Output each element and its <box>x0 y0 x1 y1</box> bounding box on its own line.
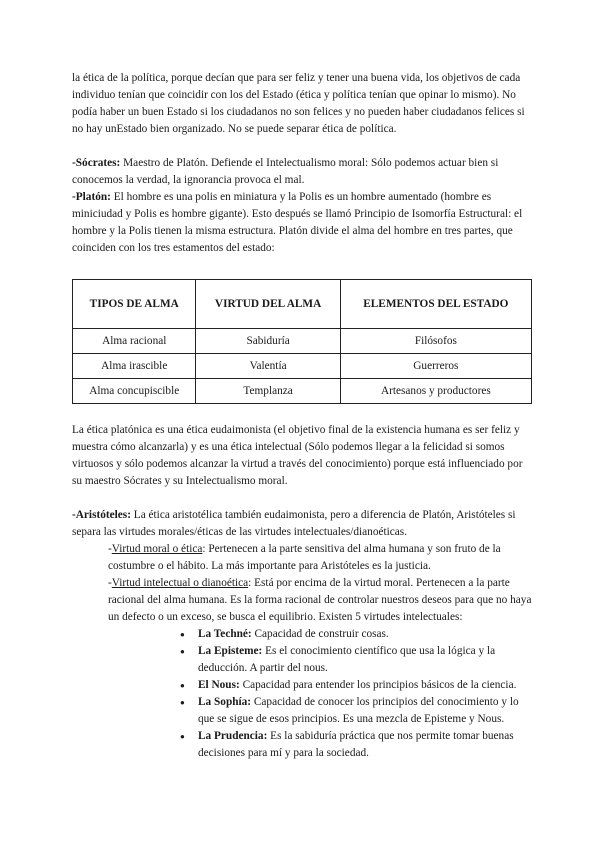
virtue-name: La Techné: <box>198 628 252 640</box>
virtud-moral-term: Virtud moral o ética <box>111 543 203 555</box>
table-cell: Alma racional <box>73 329 196 354</box>
table-cell: Templanza <box>196 379 340 404</box>
virtue-desc: Es el conocimiento científico que usa la lógica y la deducción. A partir del nous. <box>198 645 496 674</box>
virtue-desc: Capacidad para entender los principios básicos de la ciencia. <box>239 679 517 691</box>
table-header-row <box>73 280 532 329</box>
virtue-name: La Episteme: <box>198 645 263 657</box>
virtud-intelectual-prefix: - <box>108 577 112 589</box>
table-cell: Sabiduría <box>196 329 340 354</box>
eudaimonista-paragraph: La ética platónica es una ética eudaimonista (el objetivo final de la existencia humana es ser feliz y muestra cómo alcanzarla) y es una ética intelectual (Sólo podemos llegar a la felicidad si somos virtuosos y sólo podemos alcanzar la virtud a través del conocimiento) porque está influenciado por su maestro Sócrates y su Intelectualismo moral. <box>72 424 523 487</box>
socrates-label: -Sócrates: <box>72 157 121 169</box>
list-item <box>180 643 532 677</box>
platon-text: El hombre es una polis en miniatura y la Polis es un hombre aumentado (hombre es miniciudad y Polis es hombre gigante). Esto después se llamó Principio de Isomorfía Estructural: el hombre y la Polis tienen la misma estructura. Platón divide el alma del hombre en tres partes, que coinciden con los tres estamentos del estado: <box>72 191 523 254</box>
aristoteles-text: La ética aristotélica también eudaimonista, pero a diferencia de Platón, Aristóteles si separa las virtudes morales/éticas de las virtudes intelectuales/dianoéticas. <box>72 509 516 538</box>
soul-types-table <box>72 279 532 404</box>
table-cell: Artesanos y productores <box>340 379 531 404</box>
aristoteles-label: -Aristóteles: <box>72 509 131 521</box>
virtue-desc: Capacidad de construir cosas. <box>251 628 389 640</box>
virtud-intelectual-text: : Está por encima de la virtud moral. Pertenecen a la parte racional del alma humana. Es la forma racional de controlar nuestros deseos para que no haya un defecto o un exceso, se busca el equilibrio. Existen 5 virtudes intelectuales: <box>108 577 532 623</box>
table-row <box>73 354 532 379</box>
table-cell: Alma concupiscible <box>73 379 196 404</box>
virtud-moral-text: : Pertenecen a la parte sensitiva del alma humana y son fruto de la costumbre o el hábito. La más importante para Aristóteles es la justicia. <box>108 543 501 572</box>
table-row <box>73 379 532 404</box>
virtue-desc: Es la sabiduría práctica que nos permite tomar buenas decisiones para mí y para la sociedad. <box>198 730 514 759</box>
socrates-paragraph <box>72 155 532 189</box>
table-header: TIPOS DE ALMA <box>73 280 196 329</box>
virtue-name: La Sophía: <box>198 696 252 708</box>
table-cell: Filósofos <box>340 329 531 354</box>
table-header: ELEMENTOS DEL ESTADO <box>340 280 531 329</box>
list-item <box>180 728 532 762</box>
table-header: VIRTUD DEL ALMA <box>196 280 340 329</box>
virtue-desc: Capacidad de conocer los principios del conocimiento y lo que se sigue de esos principios. Es una mezcla de Episteme y Nous. <box>198 696 519 725</box>
virtue-name: La Prudencia: <box>198 730 268 742</box>
virtue-name: El Nous: <box>198 679 240 691</box>
socrates-text: Maestro de Platón. Defiende el Intelectualismo moral: Sólo podemos actuar bien si conocemos la verdad, la ignorancia provoca el mal. <box>72 157 499 186</box>
document-body <box>72 70 532 762</box>
virtud-moral-prefix: - <box>108 543 112 555</box>
virtud-moral-paragraph <box>72 541 532 575</box>
table-cell: Valentía <box>196 354 340 379</box>
list-item <box>180 694 532 728</box>
virtud-intelectual-term: Virtud intelectual o dianoética <box>111 577 249 589</box>
list-item <box>180 677 532 694</box>
platon-paragraph <box>72 189 532 257</box>
intro-paragraph: la ética de la política, porque decían que para ser feliz y tener una buena vida, los objetivos de cada individuo tenían que coincidir con los del Estado (ética y política tenían que opinar lo mismo). No podía haber un buen Estado si los ciudadanos no son felices y no pueden haber ciudadanos felices si no hay unEstado bien organizado. No se puede separar ética de política. <box>72 72 525 135</box>
table-cell: Guerreros <box>340 354 531 379</box>
table-row <box>73 329 532 354</box>
table-cell: Alma irascible <box>73 354 196 379</box>
virtud-intelectual-paragraph <box>72 575 532 626</box>
list-item <box>180 626 532 643</box>
aristoteles-paragraph <box>72 507 532 541</box>
platon-label: -Platón: <box>72 191 111 203</box>
intellectual-virtues-list <box>72 626 532 762</box>
